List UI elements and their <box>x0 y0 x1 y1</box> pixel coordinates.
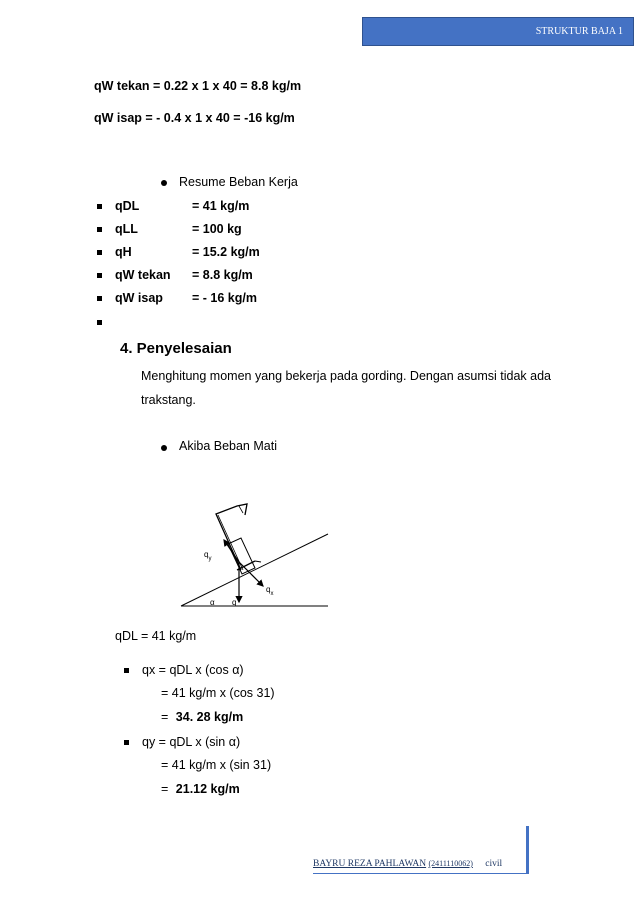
footer-divider <box>313 873 528 874</box>
qx-substitution: = 41 kg/m x (cos 31) <box>161 686 275 700</box>
resume-value: = 41 kg/m <box>192 199 250 213</box>
qx-equals: = <box>161 710 169 724</box>
resume-value: = 100 kg <box>192 222 242 236</box>
qy-result: 21.12 kg/m <box>175 782 240 796</box>
bullet-square-empty <box>97 320 102 325</box>
resume-label: qW isap <box>115 291 163 305</box>
resume-label: qH <box>115 245 132 259</box>
qdl-line: qDL = 41 kg/m <box>115 629 197 643</box>
bullet-square <box>124 668 129 673</box>
bullet-square <box>97 227 102 232</box>
calc-qw-isap: qW isap = - 0.4 x 1 x 40 = -16 kg/m <box>94 111 295 125</box>
footer-accent-bar <box>526 826 529 874</box>
resume-label: qLL <box>115 222 138 236</box>
resume-label: qW tekan <box>115 268 171 282</box>
purlin-diagram <box>175 500 335 612</box>
bullet-square <box>124 740 129 745</box>
footer-dept: civil <box>485 859 503 869</box>
header-title: STRUKTUR BAJA 1 <box>535 26 623 37</box>
bullet-square <box>97 273 102 278</box>
label-alpha: α <box>210 598 215 607</box>
calc-qw-tekan: qW tekan = 0.22 x 1 x 40 = 8.8 kg/m <box>94 79 302 93</box>
bullet-square <box>97 296 102 301</box>
resume-label: qDL <box>115 199 140 213</box>
label-qy: $q_y$ <box>204 550 212 562</box>
bullet-square <box>97 250 102 255</box>
section-paragraph-line1: Menghitung momen yang bekerja pada gording. Dengan asumsi tidak ada <box>141 369 551 383</box>
header-banner <box>362 17 634 46</box>
qy-equals: = <box>161 782 169 796</box>
footer-id: (2411110062) <box>428 859 473 868</box>
bullet-dot <box>161 445 167 451</box>
label-q: q <box>232 598 237 607</box>
resume-value: = 8.8 kg/m <box>192 268 253 282</box>
resume-value: = 15.2 kg/m <box>192 245 260 259</box>
qx-formula: qx = qDL x (cos α) <box>142 663 244 677</box>
label-qx: $q_x$ <box>266 585 274 597</box>
qy-result-line <box>161 782 240 796</box>
section-heading: 4. Penyelesaian <box>120 340 232 357</box>
resume-title: Resume Beban Kerja <box>179 175 298 189</box>
bullet-square <box>97 204 102 209</box>
footer-author <box>313 859 502 869</box>
qy-formula: qy = qDL x (sin α) <box>142 735 241 749</box>
resume-value: = - 16 kg/m <box>192 291 257 305</box>
section-subtitle: Akiba Beban Mati <box>179 439 277 453</box>
footer-name: BAYRU REZA PAHLAWAN <box>313 859 427 869</box>
qy-substitution: = 41 kg/m x (sin 31) <box>161 758 272 772</box>
qx-result-line <box>161 710 243 724</box>
bullet-dot <box>161 180 167 186</box>
qx-result: 34. 28 kg/m <box>175 710 244 724</box>
section-paragraph-line2: trakstang. <box>141 393 196 407</box>
